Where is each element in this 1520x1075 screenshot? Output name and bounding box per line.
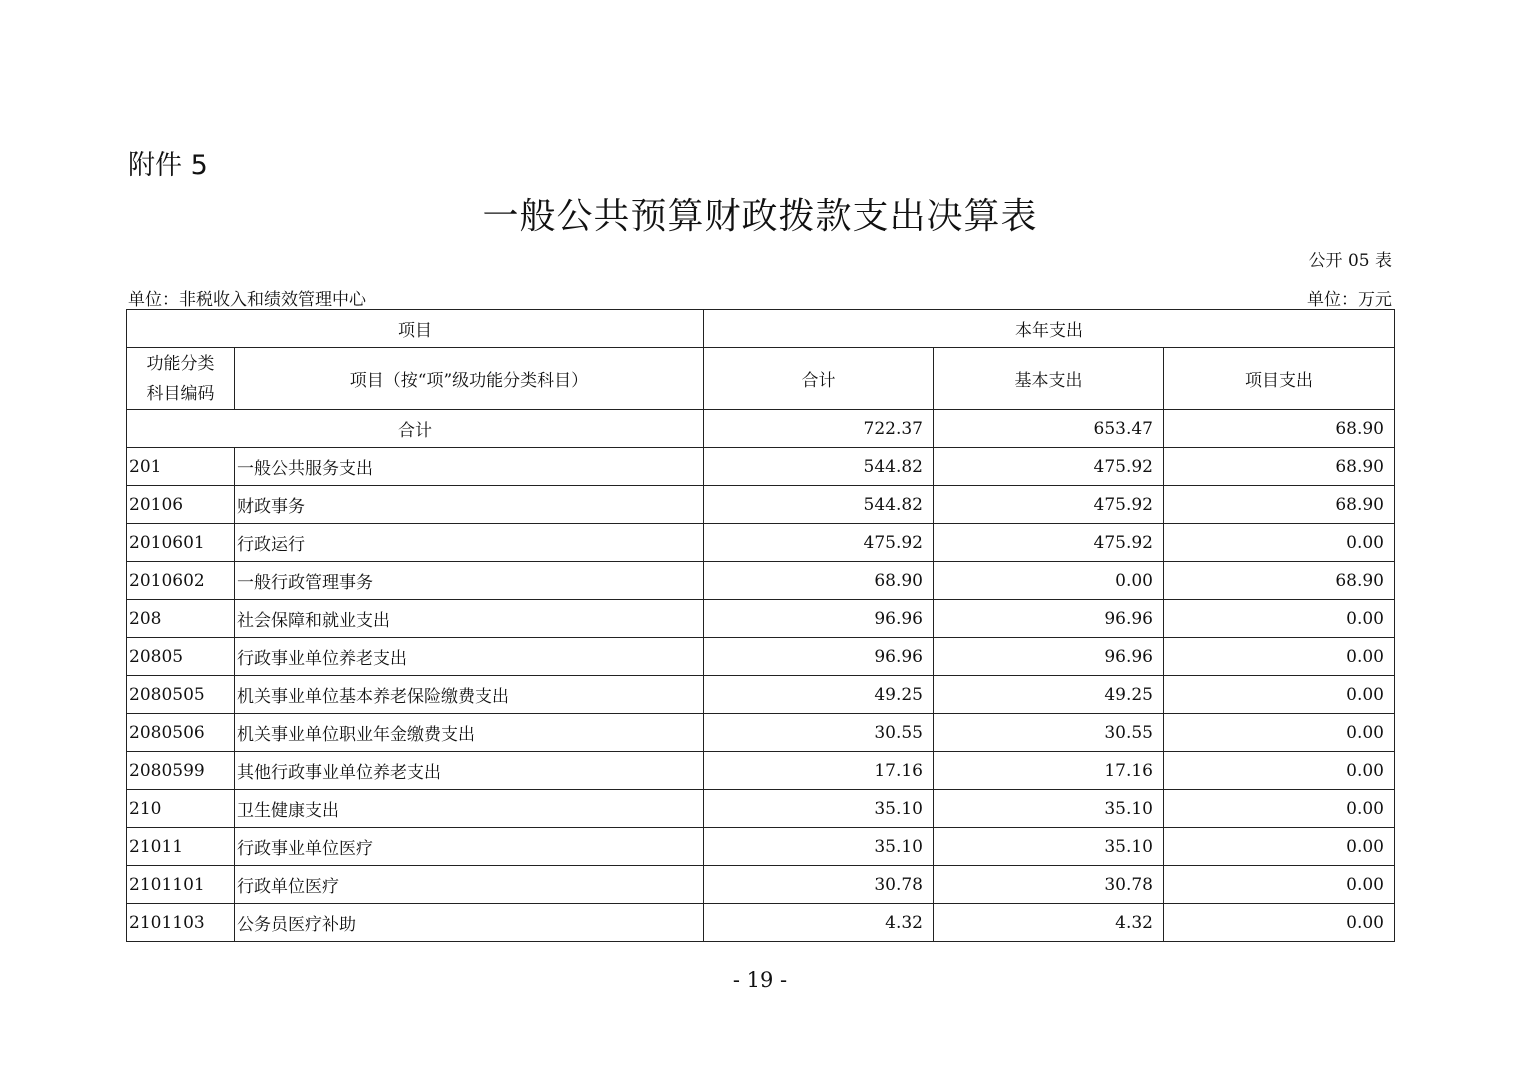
total-project: 68.90 [1164, 410, 1395, 448]
cell-name: 行政单位医疗 [235, 866, 704, 904]
cell-basic: 35.10 [934, 790, 1164, 828]
cell-basic: 475.92 [934, 486, 1164, 524]
cell-basic: 96.96 [934, 638, 1164, 676]
table-row [127, 524, 1395, 562]
table-row [127, 752, 1395, 790]
cell-code: 201 [127, 448, 235, 486]
cell-basic: 17.16 [934, 752, 1164, 790]
cell-total: 30.78 [704, 866, 934, 904]
total-basic: 653.47 [934, 410, 1164, 448]
table-row [127, 904, 1395, 942]
cell-code: 20805 [127, 638, 235, 676]
table-row [127, 486, 1395, 524]
header-basic: 基本支出 [934, 348, 1164, 410]
cell-basic: 0.00 [934, 562, 1164, 600]
cell-code: 208 [127, 600, 235, 638]
page-number: - 19 - [732, 968, 788, 992]
cell-name: 一般公共服务支出 [235, 448, 704, 486]
header-group-expense: 本年支出 [704, 310, 1395, 348]
cell-project: 0.00 [1164, 714, 1395, 752]
cell-total: 544.82 [704, 486, 934, 524]
total-row [127, 410, 1395, 448]
cell-basic: 4.32 [934, 904, 1164, 942]
cell-name: 一般行政管理事务 [235, 562, 704, 600]
cell-name: 社会保障和就业支出 [235, 600, 704, 638]
table-row [127, 562, 1395, 600]
cell-total: 49.25 [704, 676, 934, 714]
table-row [127, 828, 1395, 866]
cell-code: 2080505 [127, 676, 235, 714]
cell-name: 行政事业单位养老支出 [235, 638, 704, 676]
cell-project: 0.00 [1164, 638, 1395, 676]
cell-code: 2101103 [127, 904, 235, 942]
cell-code: 2101101 [127, 866, 235, 904]
cell-code: 2080506 [127, 714, 235, 752]
document-title: 一般公共预算财政拨款支出决算表 [482, 196, 1038, 237]
cell-project: 68.90 [1164, 486, 1395, 524]
cell-total: 4.32 [704, 904, 934, 942]
cell-code: 2080599 [127, 752, 235, 790]
table-row [127, 714, 1395, 752]
form-code: 公开 05 表 [1308, 251, 1392, 271]
cell-total: 68.90 [704, 562, 934, 600]
cell-project: 0.00 [1164, 828, 1395, 866]
total-sum: 722.37 [704, 410, 934, 448]
cell-total: 475.92 [704, 524, 934, 562]
table-row [127, 866, 1395, 904]
cell-name: 行政事业单位医疗 [235, 828, 704, 866]
header-project: 项目支出 [1164, 348, 1395, 410]
cell-project: 0.00 [1164, 600, 1395, 638]
cell-project: 68.90 [1164, 448, 1395, 486]
cell-project: 0.00 [1164, 904, 1395, 942]
cell-code: 2010602 [127, 562, 235, 600]
cell-basic: 49.25 [934, 676, 1164, 714]
cell-project: 0.00 [1164, 524, 1395, 562]
cell-basic: 30.78 [934, 866, 1164, 904]
table-row [127, 600, 1395, 638]
cell-project: 0.00 [1164, 866, 1395, 904]
cell-total: 96.96 [704, 638, 934, 676]
cell-basic: 475.92 [934, 448, 1164, 486]
cell-code: 20106 [127, 486, 235, 524]
cell-name: 卫生健康支出 [235, 790, 704, 828]
cell-code: 2010601 [127, 524, 235, 562]
table-row [127, 790, 1395, 828]
cell-name: 机关事业单位职业年金缴费支出 [235, 714, 704, 752]
cell-name: 公务员医疗补助 [235, 904, 704, 942]
cell-total: 544.82 [704, 448, 934, 486]
cell-basic: 35.10 [934, 828, 1164, 866]
unit-currency: 单位：万元 [1307, 290, 1392, 310]
cell-project: 0.00 [1164, 676, 1395, 714]
budget-table [126, 309, 1395, 942]
attachment-label: 附件 5 [128, 150, 208, 181]
header-group-item: 项目 [127, 310, 704, 348]
cell-total: 30.55 [704, 714, 934, 752]
cell-project: 0.00 [1164, 752, 1395, 790]
cell-basic: 475.92 [934, 524, 1164, 562]
header-code-text: 功能分类科目编码 [146, 353, 215, 404]
cell-total: 17.16 [704, 752, 934, 790]
table-row [127, 676, 1395, 714]
cell-basic: 96.96 [934, 600, 1164, 638]
cell-name: 其他行政事业单位养老支出 [235, 752, 704, 790]
unit-organization: 单位：非税收入和绩效管理中心 [128, 290, 366, 310]
cell-name: 财政事务 [235, 486, 704, 524]
cell-name: 机关事业单位基本养老保险缴费支出 [235, 676, 704, 714]
header-name: 项目（按“项”级功能分类科目） [235, 348, 704, 410]
table-row [127, 448, 1395, 486]
cell-total: 35.10 [704, 790, 934, 828]
header-code [127, 348, 235, 410]
cell-basic: 30.55 [934, 714, 1164, 752]
table-row [127, 638, 1395, 676]
header-total: 合计 [704, 348, 934, 410]
cell-total: 35.10 [704, 828, 934, 866]
cell-code: 21011 [127, 828, 235, 866]
cell-total: 96.96 [704, 600, 934, 638]
cell-name: 行政运行 [235, 524, 704, 562]
cell-project: 68.90 [1164, 562, 1395, 600]
cell-project: 0.00 [1164, 790, 1395, 828]
cell-code: 210 [127, 790, 235, 828]
total-label: 合计 [127, 410, 704, 448]
